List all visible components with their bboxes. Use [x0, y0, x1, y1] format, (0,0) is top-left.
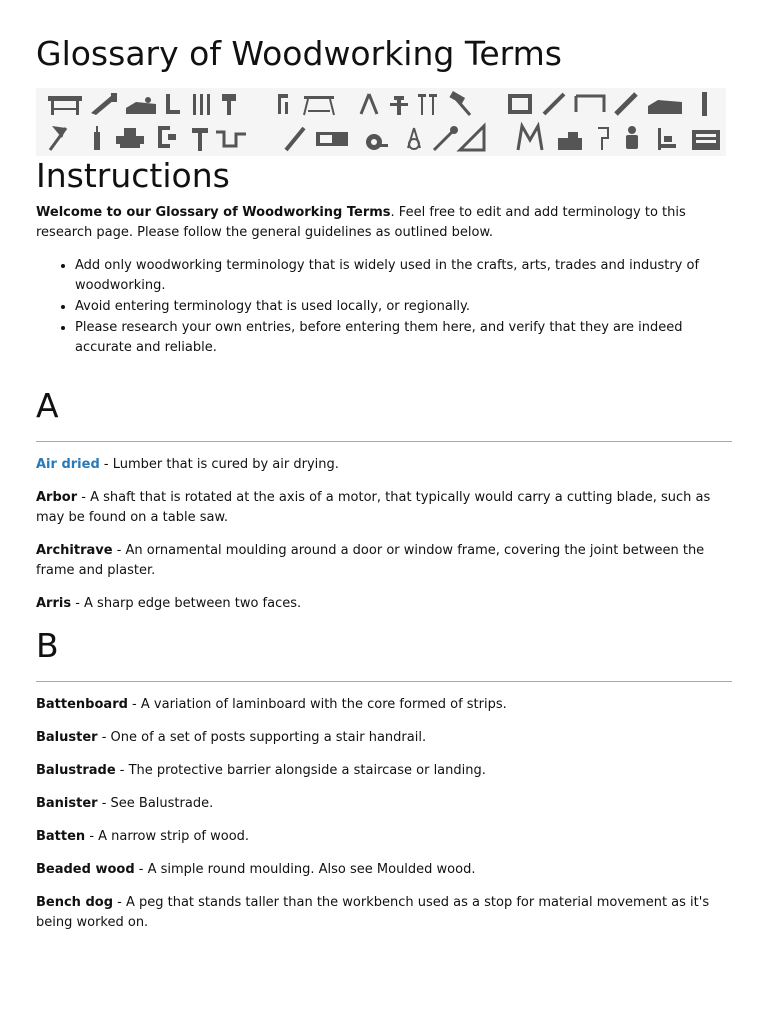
block-plane-icon [648, 100, 682, 114]
term-definition: - A peg that stands taller than the workbench used as a stop for material movement as it's being worked on. [36, 895, 710, 930]
carpenter-icon [626, 126, 638, 149]
tape-measure-icon [366, 134, 388, 150]
term-word: Battenboard [36, 697, 128, 712]
term-word: Balustrade [36, 763, 116, 778]
term-word: Arris [36, 596, 72, 611]
hand-drill-icon [192, 128, 208, 151]
term-definition: - A simple round moulding. Also see Moulded wood. [134, 862, 476, 877]
brace-icon [216, 132, 246, 146]
instructions-intro [36, 203, 732, 243]
compass-icon [408, 128, 420, 149]
section-letter: A [36, 386, 59, 425]
chisel-icon [544, 94, 564, 114]
square-icon [166, 94, 180, 114]
screwdriver-icon [434, 126, 458, 150]
glossary-entry [36, 541, 732, 581]
term-definition: - A sharp edge between two faces. [71, 596, 302, 611]
knife-icon [616, 94, 636, 114]
sawhorse-icon [304, 96, 334, 115]
term-definition: - One of a set of posts supporting a stair handrail. [97, 730, 427, 745]
intro-rest: . Feel free to edit and add terminology to this research page. Please follow the general guidelines as outlined below. [36, 205, 686, 240]
glue-bottle-icon [94, 126, 100, 150]
term-word: Arbor [36, 490, 78, 505]
glossary-entry [36, 488, 732, 528]
term-definition: - An ornamental moulding around a door or window frame, covering the joint between the frame and plaster. [36, 543, 705, 578]
divider [36, 441, 732, 442]
handsaw-icon [91, 93, 117, 115]
term-definition: - Lumber that is cured by air drying. [99, 457, 339, 472]
router-icon [116, 128, 144, 148]
screwdrivers-icon [418, 94, 437, 115]
mallet-icon [222, 94, 236, 115]
scraper-icon [598, 128, 608, 150]
term-word: Banister [36, 796, 98, 811]
glossary-entry [36, 893, 732, 933]
glossary-entry [36, 860, 732, 880]
vise-icon [390, 96, 408, 115]
section-letter: B [36, 626, 59, 665]
drill-bit-icon [702, 92, 707, 116]
term-definition: - A shaft that is rotated at the axis of a motor, that typically would carry a cutting blade, such as may be found on a table saw. [36, 490, 711, 525]
glossary-entry [36, 761, 732, 781]
divider [36, 681, 732, 682]
term-link[interactable]: Air dried [36, 457, 100, 472]
clamp-icon [278, 94, 288, 114]
tools-banner-graphic [36, 88, 726, 156]
term-definition: - The protective barrier alongside a staircase or landing. [115, 763, 486, 778]
plane-icon [126, 97, 156, 114]
circular-saw-icon [316, 132, 348, 146]
hammer-icon [449, 91, 470, 115]
term-definition: - See Balustrade. [97, 796, 214, 811]
dividers-icon [361, 94, 377, 114]
axe-icon [50, 126, 66, 150]
coping-saw-icon [576, 96, 604, 112]
term-word: Beaded wood [36, 862, 135, 877]
bandsaw-icon [508, 94, 532, 114]
term-word: Bench dog [36, 895, 114, 910]
glossary-entry [36, 594, 732, 614]
list-item: • Please research your own entries, before entering them here, and verify that they are indeed accurate and reliable. [75, 318, 732, 358]
list-item: • Add only woodworking terminology that is widely used in the crafts, arts, trades and industry of woodworking. [75, 256, 732, 296]
glossary-entry [36, 827, 732, 847]
chisels-icon [193, 94, 210, 115]
guidelines-list [36, 256, 732, 358]
sander-icon [558, 132, 582, 150]
page-title: Glossary of Woodworking Terms [36, 34, 563, 73]
tools-banner [36, 88, 726, 156]
intro-bold: Welcome to our Glossary of Woodworking Terms [36, 205, 391, 220]
term-definition: - A variation of laminboard with the core formed of strips. [127, 697, 507, 712]
glossary-entry [36, 455, 732, 475]
term-word: Architrave [36, 543, 113, 558]
glossary-entry [36, 695, 732, 715]
section-b [36, 626, 732, 933]
bench-vise-icon [658, 128, 676, 150]
workbench-icon [48, 96, 82, 115]
pencil-icon [286, 128, 304, 150]
term-word: Baluster [36, 730, 98, 745]
list-item: • Avoid entering terminology that is used locally, or regionally. [75, 297, 732, 317]
g-clamp-icon [160, 128, 176, 146]
glossary-entry [36, 728, 732, 748]
term-word: Batten [36, 829, 86, 844]
toolbox-icon [692, 130, 720, 150]
marking-gauge-icon [518, 126, 542, 150]
instructions-heading: Instructions [36, 156, 230, 195]
section-a [36, 386, 732, 614]
term-definition: - A narrow strip of wood. [85, 829, 250, 844]
glossary-entry [36, 794, 732, 814]
triangle-icon [460, 126, 484, 150]
